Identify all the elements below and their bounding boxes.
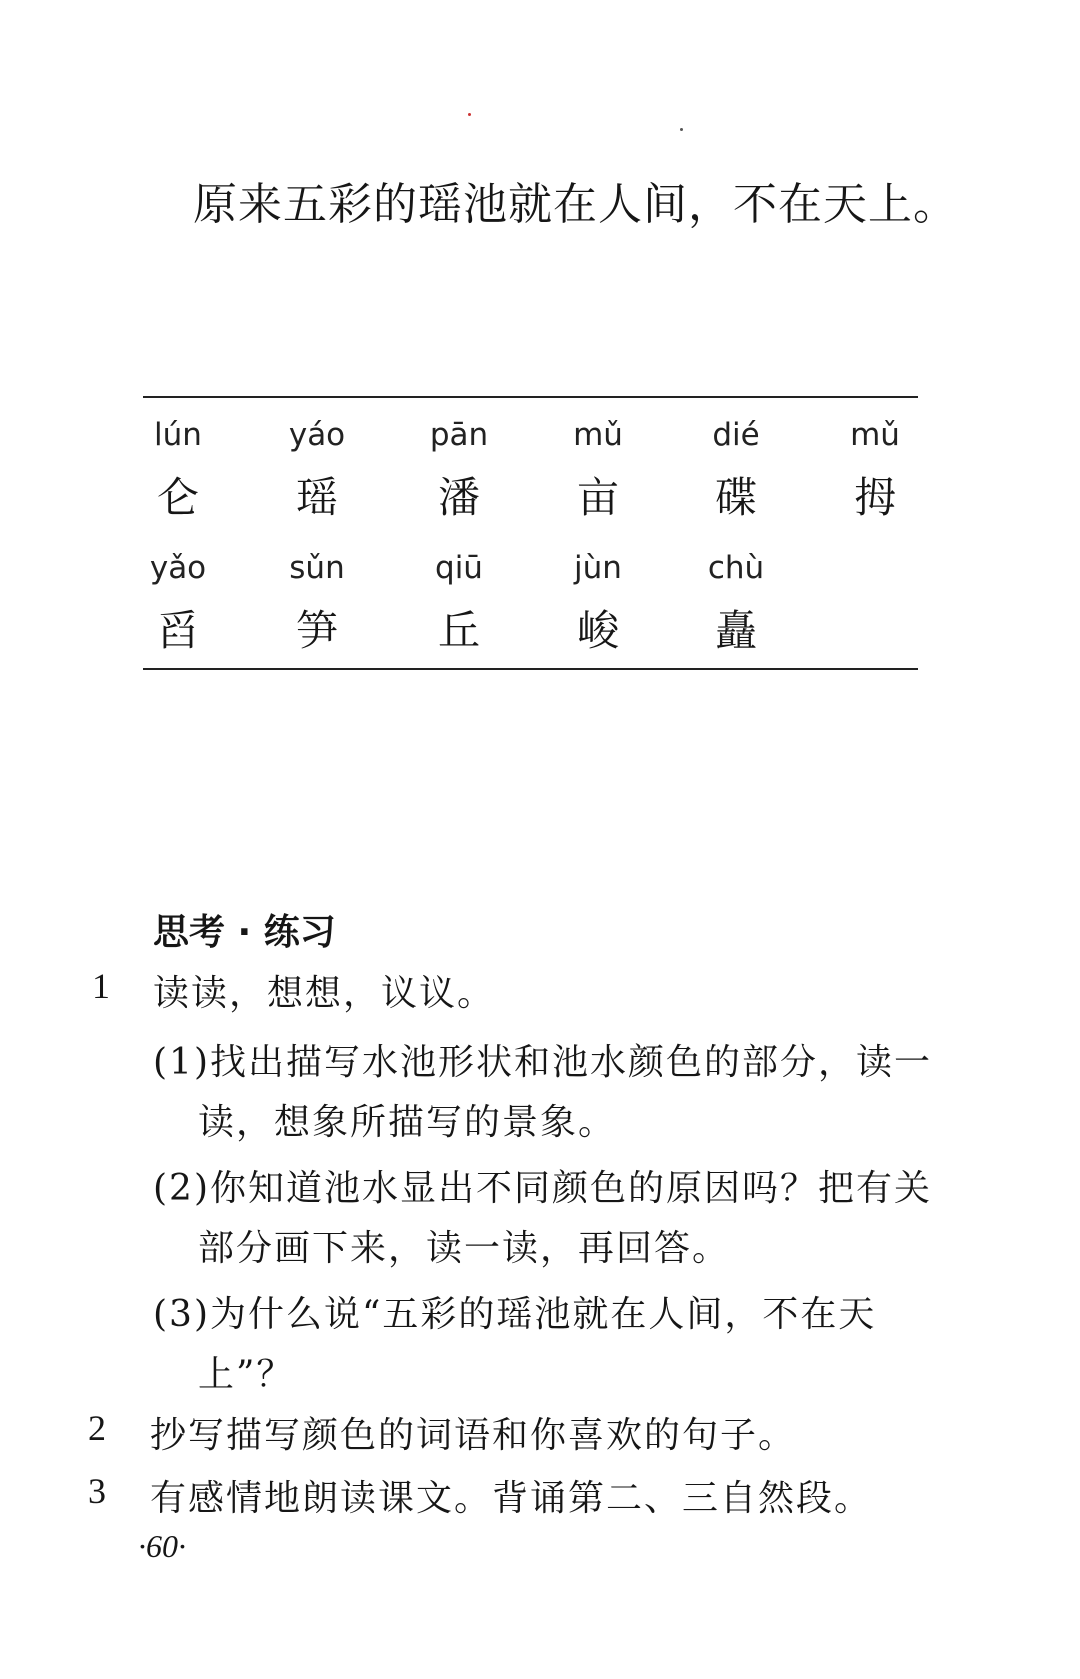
hanzi: 亩 <box>576 473 619 522</box>
pinyin: jùn <box>574 550 622 586</box>
pinyin: yáo <box>288 417 346 453</box>
question-number: 1 <box>92 966 110 1006</box>
question-text: 抄写描写颜色的词语和你喜欢的句子。 <box>150 1415 797 1456</box>
character-cell <box>257 549 377 657</box>
hanzi: 矗 <box>714 606 757 655</box>
character-cell <box>676 549 796 657</box>
hanzi: 笋 <box>295 606 338 655</box>
ink-speck <box>680 128 683 131</box>
pinyin: mǔ <box>573 417 623 453</box>
table-top-rule <box>143 396 918 398</box>
question-number: 3 <box>88 1471 106 1511</box>
character-cell <box>257 416 377 524</box>
character-cell <box>399 416 519 524</box>
hanzi: 拇 <box>853 473 896 522</box>
question-text: 有感情地朗读课文。背诵第二、三自然段。 <box>150 1478 873 1519</box>
pinyin: lún <box>154 417 202 453</box>
hanzi: 仑 <box>156 473 199 522</box>
pinyin: yǎo <box>149 550 207 586</box>
lead-sentence: 原来五彩的瑶池就在人间，不在天上。 <box>193 179 958 230</box>
pinyin: mǔ <box>850 417 900 453</box>
character-cell <box>399 549 519 657</box>
character-cell <box>815 416 935 524</box>
sub-question-line: (3)为什么说“五彩的瑶池就在人间，不在天 <box>153 1294 877 1335</box>
hanzi: 峻 <box>576 606 619 655</box>
pinyin: sǔn <box>289 550 345 586</box>
page-number: ·60· <box>138 1528 186 1564</box>
pinyin: pān <box>429 417 489 453</box>
question-text: 读读，想想，议议。 <box>153 973 496 1014</box>
hanzi: 瑶 <box>295 473 338 522</box>
hanzi: 碟 <box>714 473 757 522</box>
sub-question-line: 部分画下来，读一读，再回答。 <box>198 1228 731 1269</box>
table-bottom-rule <box>143 668 918 670</box>
sub-question-line: 上”？ <box>198 1354 295 1395</box>
hanzi: 丘 <box>437 606 480 655</box>
character-cell <box>538 549 658 657</box>
pinyin: dié <box>712 417 760 453</box>
sub-question-line: (1)找出描写水池形状和池水颜色的部分，读一 <box>153 1042 932 1083</box>
sub-question-line: (2)你知道池水显出不同颜色的原因吗？把有关 <box>153 1168 932 1209</box>
sub-question-line: 读，想象所描写的景象。 <box>198 1102 617 1143</box>
hanzi: 舀 <box>156 606 199 655</box>
ink-speck <box>468 113 471 116</box>
character-cell <box>118 416 238 524</box>
pinyin: chù <box>707 550 765 586</box>
character-cell <box>538 416 658 524</box>
hanzi: 潘 <box>437 473 480 522</box>
exercise-title: 思考 · 练习 <box>153 912 336 953</box>
character-cell <box>676 416 796 524</box>
pinyin: qiū <box>435 550 483 586</box>
character-cell <box>118 549 238 657</box>
question-number: 2 <box>88 1408 106 1448</box>
